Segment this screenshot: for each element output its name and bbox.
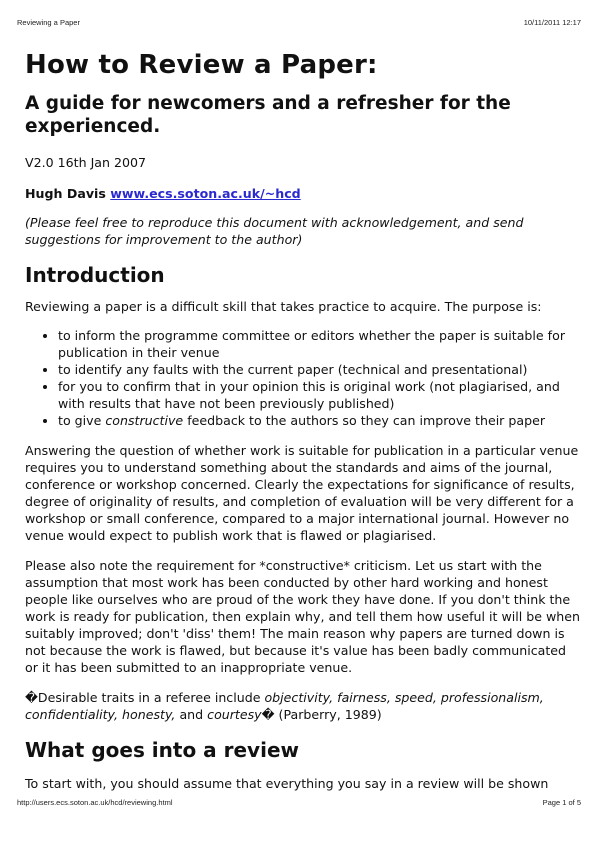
print-footer-url: http://users.ecs.soton.ac.uk/hcd/reviewing.html (17, 798, 173, 807)
author-homepage-link[interactable]: www.ecs.soton.ac.uk/~hcd (110, 186, 301, 201)
constructive-paragraph: Please also note the requirement for *constructive* criticism. Let us start with the assumption that most work has been conducted by other hard working and honest people like ourselves who are proud of the work they have done. If you don't think the work is ready for publication, then explain why, and tell them how useful it will be when suitably improved; don't 'diss' them! The main reason why papers are turned down is not because the work is flawed, but because it's value has been badly communicated or it has been submitted to an inappropriate venue. (25, 558, 581, 675)
author-name: Hugh Davis (25, 186, 106, 201)
print-header-title: Reviewing a Paper (17, 18, 80, 27)
introduction-heading: Introduction (25, 263, 165, 287)
quote-open: �Desirable traits in a referee include (25, 690, 265, 705)
version-line: V2.0 16th Jan 2007 (25, 155, 147, 170)
referee-traits-quote (25, 689, 580, 723)
author-line (25, 185, 580, 202)
purpose-item: • for you to confirm that in your opinion this is original work (not plagiarised, and with results that have not been previously published) (58, 378, 580, 412)
document-title: How to Review a Paper: (25, 50, 378, 80)
print-header-datetime: 10/11/2011 12:17 (523, 18, 581, 27)
purpose-item: • to identify any faults with the current paper (technical and presentational) (58, 361, 580, 378)
document-body (25, 40, 580, 792)
quote-and: and (175, 707, 208, 722)
document-subtitle: A guide for newcomers and a refresher for the experienced. (25, 93, 511, 137)
venue-paragraph: Answering the question of whether work is suitable for publication in a particular venue requires you to understand something about the standards and aims of the journal, conference or workshop concerned. Clearly the expectations for significance of results, degree of originality of results, and completion of evaluation will be very different for a workshop or small conference, compared to a major international journal. However no venue would expect to publish work that is flawed or plagiarised. (25, 443, 579, 543)
purpose-emphasis: constructive (105, 413, 184, 428)
purpose-item: • to inform the programme committee or editors whether the paper is suitable for publication in their venue (58, 327, 580, 361)
purpose-text: to give (58, 413, 106, 428)
what-goes-into-review-heading: What goes into a review (25, 738, 299, 762)
purpose-text: feedback to the authors so they can improve their paper (183, 413, 545, 428)
reproduction-note: (Please feel free to reproduce this document with acknowledgement, and send suggestions for improvement to the author) (25, 215, 524, 247)
print-footer-page: Page 1 of 5 (542, 798, 581, 807)
traits-emphasis: objectivity, fairness, speed, professionalism, confidentiality, honesty, (25, 690, 544, 722)
quote-close: � (Parberry, 1989) (261, 707, 382, 722)
purpose-item (58, 412, 580, 429)
traits-emphasis: courtesy (207, 707, 262, 722)
review-section-text: To start with, you should assume that everything you say in a review will be shown (25, 776, 549, 791)
introduction-lead: Reviewing a paper is a difficult skill that takes practice to acquire. The purpose is: (25, 299, 542, 314)
purpose-list (25, 327, 580, 429)
